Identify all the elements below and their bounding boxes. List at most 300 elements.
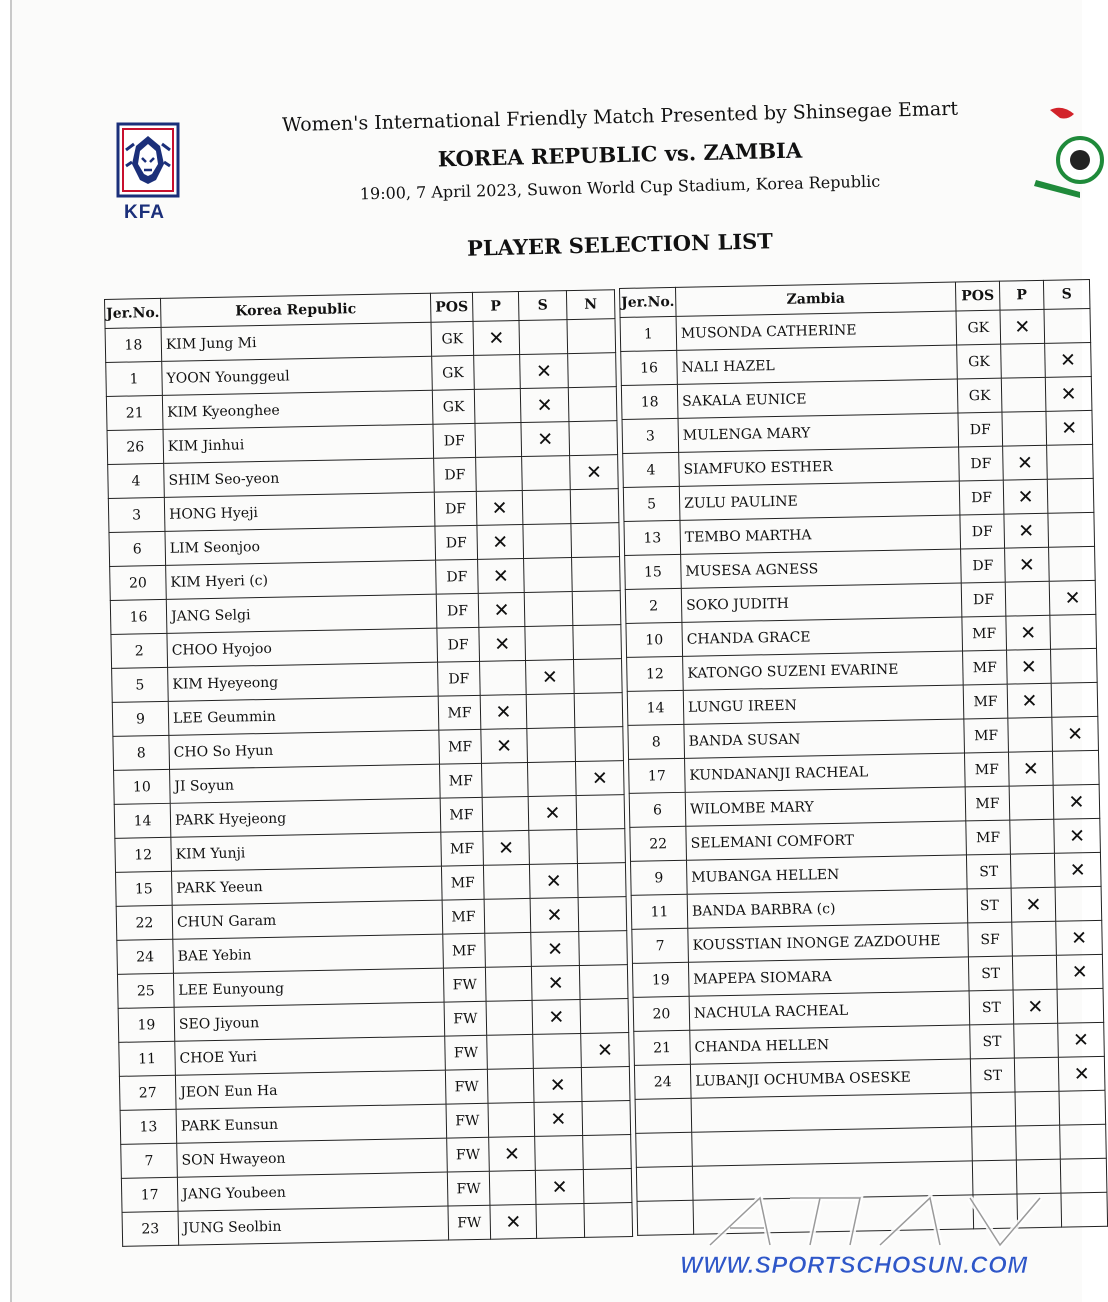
mark-n (579, 931, 628, 966)
jersey-number: 13 (624, 520, 681, 555)
jersey-number: 13 (120, 1109, 177, 1144)
player-position: DF (435, 525, 478, 560)
jersey-number: 26 (107, 429, 164, 464)
player-name: BANDA SUSAN (684, 719, 965, 758)
player-name: MUBANGA HELLEN (686, 855, 967, 894)
mark-s: ✕ (1045, 342, 1092, 377)
player-position: FW (443, 967, 486, 1002)
mark-p: ✕ (479, 626, 526, 661)
mark-p (1009, 785, 1054, 820)
zambia-header-s: S (1043, 279, 1090, 309)
jersey-number: 10 (626, 622, 683, 657)
mark-n: ✕ (575, 761, 624, 796)
player-name: KATONGO SUZENI EVARINE (683, 651, 964, 690)
mark-p: ✕ (1000, 309, 1045, 344)
jersey-number: 9 (631, 860, 688, 895)
jersey-number: 19 (632, 962, 689, 997)
mark-s (527, 762, 576, 797)
mark-p (1012, 921, 1057, 956)
jersey-number: 6 (629, 792, 686, 827)
player-name: KIM Yunji (171, 832, 442, 871)
mark-p (480, 660, 527, 695)
player-name: CHUN Garam (172, 900, 443, 939)
player-name: JANG Selgi (166, 594, 437, 633)
player-name: MUSESA AGNESS (681, 549, 962, 588)
zambia-header-jersey: Jer.No. (620, 287, 677, 317)
player-position: DF (437, 627, 480, 662)
player-position: MF (441, 865, 484, 900)
mark-p: ✕ (1008, 751, 1053, 786)
player-name: KIM Hyeyeong (168, 662, 439, 701)
player-position: MF (439, 729, 482, 764)
jersey-number: 14 (114, 803, 171, 838)
mark-n (574, 659, 623, 694)
player-name: SELEMANI COMFORT (686, 821, 967, 860)
player-position: ST (970, 1058, 1015, 1093)
korea-header-n: N (566, 290, 615, 320)
player-position: ST (967, 888, 1012, 923)
korea-header-team: Korea Republic (160, 293, 431, 327)
jersey-number: 17 (629, 758, 686, 793)
mark-s: ✕ (1046, 410, 1093, 445)
match-title: KOREA REPUBLIC vs. ZAMBIA (437, 137, 803, 172)
jersey-number: 18 (621, 384, 678, 419)
player-position: GK (957, 344, 1002, 379)
mark-p (1001, 343, 1046, 378)
player-name: CHANDA GRACE (682, 617, 963, 656)
player-position (971, 1092, 1016, 1127)
player-position: MF (963, 684, 1008, 719)
korea-header-p: P (472, 292, 519, 322)
mark-p (1014, 1057, 1059, 1092)
mark-n (571, 523, 620, 558)
player-position: SF (968, 922, 1013, 957)
mark-n (572, 557, 621, 592)
player-name: SON Hwayeon (177, 1138, 448, 1177)
player-name: ZULU PAULINE (679, 481, 960, 520)
jersey-number: 15 (625, 554, 682, 589)
player-name: CHOO Hyojoo (167, 628, 438, 667)
mark-p: ✕ (478, 592, 525, 627)
player-name: HONG Hyeji (164, 492, 435, 531)
mark-p (1010, 819, 1055, 854)
jersey-number (636, 1132, 693, 1167)
mark-p: ✕ (480, 694, 527, 729)
player-name: SHIM Seo-yeon (164, 458, 435, 497)
mark-n (579, 965, 628, 1000)
player-name: LUBANJI OCHUMBA OSESKE (690, 1059, 971, 1098)
jersey-number (635, 1098, 692, 1133)
mark-n: ✕ (581, 1033, 630, 1068)
mark-p: ✕ (477, 524, 524, 559)
mark-s: ✕ (521, 422, 570, 457)
jersey-number: 24 (634, 1064, 691, 1099)
mark-p (1015, 1091, 1060, 1126)
mark-p: ✕ (1003, 479, 1048, 514)
jersey-number: 16 (621, 350, 678, 385)
match-datetime-venue: 19:00, 7 April 2023, Suwon World Cup Stadium, Korea Republic (359, 171, 881, 204)
player-position: ST (966, 854, 1011, 889)
mark-p (474, 355, 521, 390)
player-position: DF (959, 480, 1004, 515)
mark-s: ✕ (1056, 920, 1103, 955)
player-name: KIM Jinhui (163, 424, 434, 463)
jersey-number: 9 (112, 701, 169, 736)
mark-n (574, 693, 623, 728)
list-title: PLAYER SELECTION LIST (466, 228, 774, 261)
mark-p: ✕ (1013, 989, 1058, 1024)
jersey-number: 5 (623, 486, 680, 521)
player-name: JANG Youbeen (177, 1172, 448, 1211)
player-name: SEO Jiyoun (174, 1002, 445, 1041)
player-name: WILOMBE MARY (685, 787, 966, 826)
mark-s: ✕ (531, 965, 580, 1000)
mark-p (484, 898, 531, 933)
player-position: FW (447, 1137, 490, 1172)
mark-s (524, 558, 573, 593)
mark-p (1016, 1159, 1061, 1194)
player-position: ST (969, 990, 1014, 1025)
player-name: YOON Younggeul (162, 356, 433, 395)
mark-p (487, 1068, 534, 1103)
player-position: DF (960, 514, 1005, 549)
jersey-number: 2 (625, 588, 682, 623)
player-name: BANDA BARBRA (c) (687, 889, 968, 928)
jersey-number: 15 (116, 871, 173, 906)
jersey-number: 5 (112, 667, 169, 702)
player-position: DF (961, 548, 1006, 583)
mark-p (1002, 411, 1047, 446)
player-position: DF (433, 423, 476, 458)
jersey-number: 6 (109, 531, 166, 566)
mark-p (1016, 1125, 1061, 1160)
mark-p (474, 389, 521, 424)
mark-s (529, 830, 578, 865)
jersey-number: 7 (632, 928, 689, 963)
zambia-player-table (619, 279, 1108, 1236)
player-position: MF (966, 820, 1011, 855)
player-position: GK (956, 310, 1001, 345)
player-name: LIM Seonjoo (165, 526, 436, 565)
mark-s: ✕ (1054, 852, 1101, 887)
mark-p (488, 1102, 535, 1137)
jersey-number: 27 (119, 1075, 176, 1110)
player-position: ST (968, 956, 1013, 991)
sportschosun-watermark: WWW.SPORTSCHOSUN.COM (680, 1252, 1028, 1279)
player-name: JEON Eun Ha (175, 1070, 446, 1109)
jersey-number: 1 (620, 316, 677, 351)
jersey-number: 11 (119, 1041, 176, 1076)
player-name: SOKO JUDITH (681, 583, 962, 622)
player-position: FW (446, 1103, 489, 1138)
mark-p: ✕ (483, 830, 530, 865)
jersey-number: 23 (122, 1211, 179, 1246)
mark-s: ✕ (529, 864, 578, 899)
mark-s (1050, 614, 1097, 649)
mark-s: ✕ (526, 660, 575, 695)
mark-n (568, 353, 617, 388)
player-position: MF (965, 786, 1010, 821)
zambia-crest-icon (1030, 100, 1080, 200)
mark-s (1059, 1090, 1106, 1125)
player-name: SAKALA EUNICE (677, 379, 958, 418)
player-position: FW (444, 1001, 487, 1036)
mark-p (1014, 1023, 1059, 1058)
mark-s: ✕ (530, 898, 579, 933)
mark-p: ✕ (1003, 445, 1048, 480)
mark-s: ✕ (535, 1169, 584, 1204)
mark-s (1061, 1192, 1108, 1227)
jersey-number: 11 (631, 894, 688, 929)
mark-n (583, 1135, 632, 1170)
mark-p: ✕ (476, 491, 523, 526)
mark-n (569, 421, 618, 456)
mark-n (576, 795, 625, 830)
zambia-header-p: P (999, 280, 1044, 310)
jersey-number: 4 (108, 463, 165, 498)
mark-s: ✕ (528, 796, 577, 831)
mark-n (577, 863, 626, 898)
mark-s (527, 728, 576, 763)
zambia-header-team: Zambia (675, 282, 956, 316)
jersey-number: 22 (116, 905, 173, 940)
mark-s: ✕ (520, 388, 569, 423)
mark-s (1044, 308, 1091, 343)
jersey-number: 18 (105, 327, 162, 362)
player-name: BAE Yebin (173, 934, 444, 973)
player-name: TEMBO MARTHA (680, 515, 961, 554)
mark-s (1049, 546, 1096, 581)
mark-n (578, 897, 627, 932)
mark-s (1060, 1158, 1107, 1193)
jersey-number: 3 (622, 418, 679, 453)
mark-p (483, 864, 530, 899)
mark-s: ✕ (1049, 580, 1096, 615)
mark-p: ✕ (1005, 547, 1050, 582)
mark-n (568, 387, 617, 422)
player-name: KIM Kyeonghee (162, 390, 433, 429)
player-position: MF (964, 718, 1009, 753)
player-name: KIM Jung Mi (161, 322, 432, 361)
player-name: MUSONDA CATHERINE (676, 311, 957, 350)
player-position: DF (959, 446, 1004, 481)
mark-s: ✕ (1052, 716, 1099, 751)
mark-p (1010, 853, 1055, 888)
mark-p (1008, 717, 1053, 752)
player-name: SIAMFUKO ESTHER (679, 447, 960, 486)
match-subtitle: Women's International Friendly Match Presented by Shinsegae Emart (281, 97, 959, 137)
mark-s: ✕ (532, 999, 581, 1034)
jersey-number: 8 (113, 735, 170, 770)
mark-p: ✕ (489, 1136, 536, 1171)
mark-p (489, 1170, 536, 1205)
kfa-logo-text: KFA (124, 202, 165, 223)
mark-s (524, 592, 573, 627)
jersey-number: 1 (106, 361, 163, 396)
player-name: MULENGA MARY (678, 413, 959, 452)
mark-s (1047, 478, 1094, 513)
player-name: PARK Yeeun (171, 866, 442, 905)
player-position: FW (445, 1035, 488, 1070)
player-position: FW (448, 1205, 491, 1240)
jersey-number: 7 (121, 1143, 178, 1178)
jersey-number: 24 (117, 939, 174, 974)
jersey-number: 16 (110, 599, 167, 634)
player-position: DF (958, 412, 1003, 447)
jersey-number: 2 (111, 633, 168, 668)
mark-p: ✕ (1004, 513, 1049, 548)
mark-p (487, 1034, 534, 1069)
player-name: MAPEPA SIOMARA (688, 957, 969, 996)
player-position: DF (434, 457, 477, 492)
player-position: DF (961, 582, 1006, 617)
mark-s (1052, 750, 1099, 785)
mark-p (482, 796, 529, 831)
mark-n (570, 489, 619, 524)
player-position: GK (957, 378, 1002, 413)
jersey-number (636, 1166, 693, 1201)
mark-s (525, 626, 574, 661)
mark-p (476, 457, 523, 492)
player-name: CHANDA HELLEN (690, 1025, 971, 1064)
mark-n (577, 829, 626, 864)
player-position: MF (443, 933, 486, 968)
jersey-number: 3 (108, 497, 165, 532)
mark-s: ✕ (1053, 784, 1100, 819)
mark-s (526, 694, 575, 729)
jersey-number: 14 (627, 690, 684, 725)
player-name: NACHULA RACHEAL (689, 991, 970, 1030)
mark-n (580, 999, 629, 1034)
mark-n (567, 319, 616, 354)
mark-s (535, 1135, 584, 1170)
mark-s: ✕ (531, 932, 580, 967)
player-name: CHO So Hyun (169, 730, 440, 769)
player-name: KOUSSTIAN INONGE ZAZDOUHE (688, 923, 969, 962)
mark-p: ✕ (1007, 649, 1052, 684)
player-position: DF (436, 593, 479, 628)
mark-p (475, 423, 522, 458)
jersey-number: 25 (117, 973, 174, 1008)
mark-p (1001, 377, 1046, 412)
jersey-number: 8 (628, 724, 685, 759)
player-position: MF (438, 695, 481, 730)
mark-s (1057, 988, 1104, 1023)
mark-s: ✕ (534, 1101, 583, 1136)
player-position (972, 1126, 1017, 1161)
mark-n: ✕ (570, 455, 619, 490)
player-position: ST (970, 1024, 1015, 1059)
jersey-number: 20 (633, 996, 690, 1031)
player-position: FW (445, 1069, 488, 1104)
mark-s (536, 1203, 585, 1238)
jersey-number: 10 (114, 769, 171, 804)
mark-s (522, 456, 571, 491)
mark-s: ✕ (1056, 954, 1103, 989)
mark-p: ✕ (490, 1204, 537, 1239)
jersey-number: 22 (630, 826, 687, 861)
mark-p: ✕ (1011, 887, 1056, 922)
jersey-number: 12 (115, 837, 172, 872)
mark-n (575, 727, 624, 762)
mark-p (485, 932, 532, 967)
player-name: NALI HAZEL (677, 345, 958, 384)
mark-s (533, 1033, 582, 1068)
player-position: DF (438, 661, 481, 696)
sportschosun-watermark-logo (700, 1190, 1050, 1250)
player-name: KUNDANANJI RACHEAL (685, 753, 966, 792)
zambia-header-pos: POS (955, 281, 1000, 311)
mark-n (583, 1169, 632, 1204)
player-name: JUNG Seolbin (178, 1206, 449, 1245)
player-name: JI Soyun (170, 764, 441, 803)
jersey-number: 21 (634, 1030, 691, 1065)
mark-p (1005, 581, 1050, 616)
mark-s: ✕ (520, 354, 569, 389)
player-position: MF (442, 899, 485, 934)
mark-s (1051, 682, 1098, 717)
mark-n (572, 591, 621, 626)
mark-p: ✕ (1006, 615, 1051, 650)
player-position: MF (441, 831, 484, 866)
player-position: MF (440, 797, 483, 832)
player-name (691, 1093, 972, 1132)
player-name: KIM Hyeri (c) (166, 560, 437, 599)
jersey-number (637, 1200, 694, 1235)
player-position: GK (432, 355, 475, 390)
korea-header-pos: POS (430, 292, 473, 322)
mark-s (1060, 1124, 1107, 1159)
jersey-number: 21 (106, 395, 163, 430)
mark-p (485, 966, 532, 1001)
mark-p (486, 1000, 533, 1035)
mark-s: ✕ (533, 1067, 582, 1102)
mark-s (523, 524, 572, 559)
player-name: LUNGU IREEN (683, 685, 964, 724)
mark-s (1047, 444, 1094, 479)
player-position: MF (964, 752, 1009, 787)
korea-header-jersey: Jer.No. (105, 298, 162, 328)
mark-p: ✕ (478, 558, 525, 593)
jersey-number: 20 (110, 565, 167, 600)
player-position: DF (436, 559, 479, 594)
mark-s (519, 320, 568, 355)
mark-p (481, 762, 528, 797)
mark-s: ✕ (1058, 1056, 1105, 1091)
player-name: LEE Geummin (168, 696, 439, 735)
player-position: FW (447, 1171, 490, 1206)
mark-p: ✕ (1007, 683, 1052, 718)
player-name: PARK Hyejeong (170, 798, 441, 837)
player-name: PARK Eunsun (176, 1104, 447, 1143)
mark-s (1051, 648, 1098, 683)
mark-s: ✕ (1058, 1022, 1105, 1057)
player-position: DF (434, 491, 477, 526)
player-position: MF (439, 763, 482, 798)
mark-p (1012, 955, 1057, 990)
player-position: MF (962, 616, 1007, 651)
mark-s: ✕ (1054, 818, 1101, 853)
mark-p: ✕ (473, 321, 520, 356)
mark-s (1048, 512, 1095, 547)
jersey-number: 4 (623, 452, 680, 487)
jersey-number: 12 (627, 656, 684, 691)
mark-n (584, 1203, 633, 1238)
jersey-number: 17 (121, 1177, 178, 1212)
mark-n (582, 1101, 631, 1136)
mark-n (581, 1067, 630, 1102)
mark-p: ✕ (481, 728, 528, 763)
